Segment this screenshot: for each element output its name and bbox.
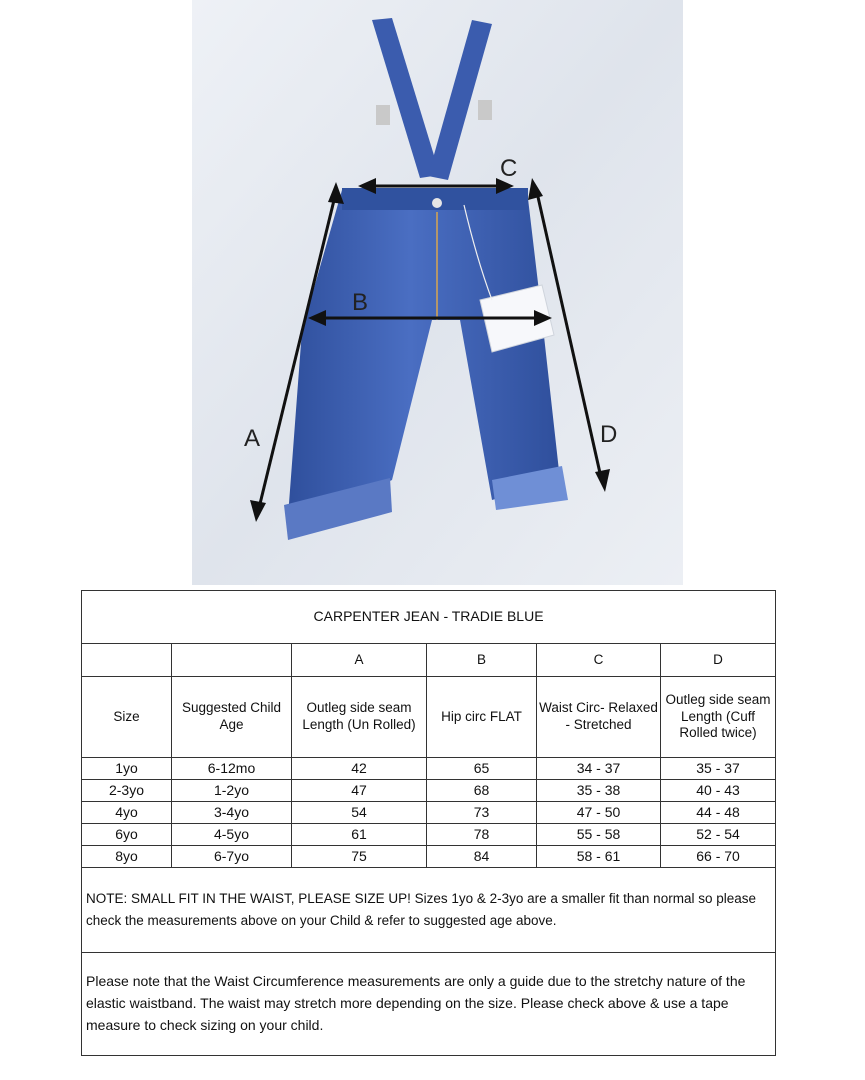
letter-cell bbox=[172, 644, 292, 677]
header-size: Size bbox=[82, 677, 172, 758]
table-title-row bbox=[82, 591, 776, 644]
cell-hip: 65 bbox=[427, 758, 537, 780]
note-row-1 bbox=[82, 868, 776, 953]
column-headers-row bbox=[82, 677, 776, 758]
cell-size: 4yo bbox=[82, 802, 172, 824]
cell-outleg-unrolled: 75 bbox=[292, 846, 427, 868]
letter-cell-c: C bbox=[537, 644, 661, 677]
cell-waist: 58 - 61 bbox=[537, 846, 661, 868]
cell-outleg-unrolled: 47 bbox=[292, 780, 427, 802]
size-chart-table bbox=[81, 590, 776, 1056]
cell-size: 1yo bbox=[82, 758, 172, 780]
cell-age: 6-7yo bbox=[172, 846, 292, 868]
header-outleg-unrolled: Outleg side seam Length (Un Rolled) bbox=[292, 677, 427, 758]
label-a: A bbox=[244, 425, 261, 452]
table-row bbox=[82, 846, 776, 868]
size-rows bbox=[82, 758, 776, 868]
cell-hip: 73 bbox=[427, 802, 537, 824]
measurement-letters-row bbox=[82, 644, 776, 677]
letter-cell-b: B bbox=[427, 644, 537, 677]
cell-outleg-rolled: 35 - 37 bbox=[661, 758, 776, 780]
cell-hip: 68 bbox=[427, 780, 537, 802]
table-row bbox=[82, 758, 776, 780]
label-d: D bbox=[600, 421, 618, 448]
cell-outleg-unrolled: 54 bbox=[292, 802, 427, 824]
cell-outleg-rolled: 66 - 70 bbox=[661, 846, 776, 868]
cell-size: 8yo bbox=[82, 846, 172, 868]
waist-guide-note: Please note that the Waist Circumference measurements are only a guide due to the stretchy nature of the elastic waistband. The waist may stretch more depending on the size. Please check above & use a tape measure to check sizing on your child. bbox=[82, 953, 776, 1056]
cell-waist: 47 - 50 bbox=[537, 802, 661, 824]
cell-age: 3-4yo bbox=[172, 802, 292, 824]
header-age: Suggested Child Age bbox=[172, 677, 292, 758]
letter-cell-d: D bbox=[661, 644, 776, 677]
cell-outleg-rolled: 44 - 48 bbox=[661, 802, 776, 824]
jeans-illustration bbox=[192, 0, 683, 585]
cell-outleg-unrolled: 42 bbox=[292, 758, 427, 780]
table-row bbox=[82, 824, 776, 846]
label-c: C bbox=[500, 155, 518, 182]
letter-cell-a: A bbox=[292, 644, 427, 677]
cell-waist: 35 - 38 bbox=[537, 780, 661, 802]
cell-waist: 34 - 37 bbox=[537, 758, 661, 780]
letter-cell bbox=[82, 644, 172, 677]
cell-age: 1-2yo bbox=[172, 780, 292, 802]
label-b: B bbox=[352, 289, 369, 316]
cell-size: 2-3yo bbox=[82, 780, 172, 802]
cell-outleg-rolled: 52 - 54 bbox=[661, 824, 776, 846]
cell-hip: 78 bbox=[427, 824, 537, 846]
cell-age: 4-5yo bbox=[172, 824, 292, 846]
table-row bbox=[82, 802, 776, 824]
button-icon bbox=[432, 198, 442, 208]
small-fit-note: NOTE: SMALL FIT IN THE WAIST, PLEASE SIZE UP! Sizes 1yo & 2-3yo are a smaller fit than normal so please check the measurements above on your Child & refer to suggested age above. bbox=[82, 868, 776, 953]
left-buckle bbox=[376, 105, 390, 125]
header-outleg-rolled bbox=[661, 677, 776, 758]
cell-waist: 55 - 58 bbox=[537, 824, 661, 846]
cell-age: 6-12mo bbox=[172, 758, 292, 780]
header-outleg-rolled-text: Outleg side seam Length (Cuff Rolled twice) bbox=[665, 691, 771, 741]
product-photo bbox=[192, 0, 683, 585]
right-buckle bbox=[478, 100, 492, 120]
table-row bbox=[82, 780, 776, 802]
cell-outleg-rolled: 40 - 43 bbox=[661, 780, 776, 802]
table-title: CARPENTER JEAN - TRADIE BLUE bbox=[82, 591, 776, 644]
cell-hip: 84 bbox=[427, 846, 537, 868]
header-hip: Hip circ FLAT bbox=[427, 677, 537, 758]
header-waist: Waist Circ- Relaxed - Stretched bbox=[537, 677, 661, 758]
cell-outleg-unrolled: 61 bbox=[292, 824, 427, 846]
note-row-2 bbox=[82, 953, 776, 1056]
cell-size: 6yo bbox=[82, 824, 172, 846]
